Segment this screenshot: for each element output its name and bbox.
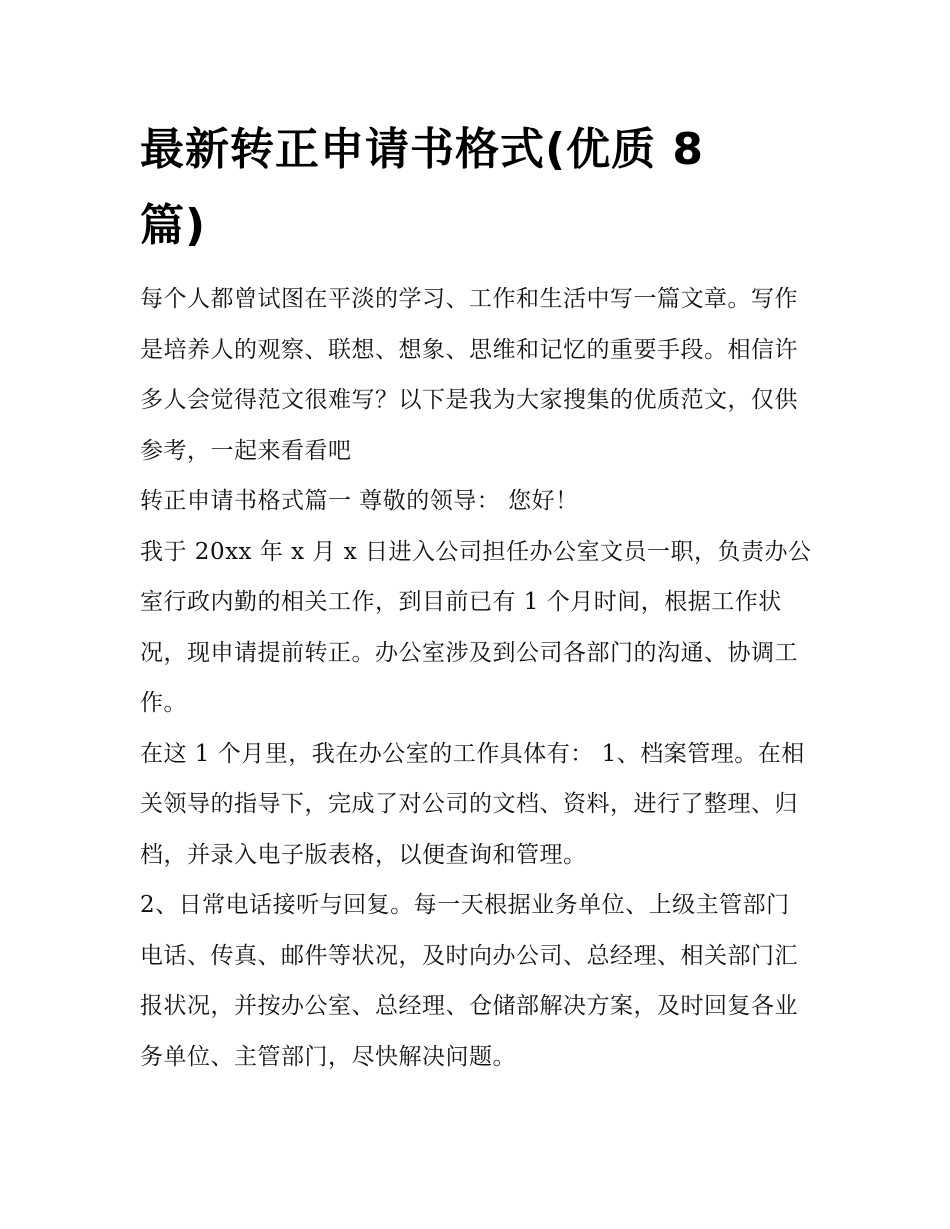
salutation-paragraph: 转正申请书格式篇一 尊敬的领导： 您好！ bbox=[140, 488, 579, 514]
body-paragraph: 在这 1 个月里，我在办公室的工作具体有： 1、档案管理。在相关领导的指导下，完成了对公司的文档、资料，进行了整理、归档，并录入电子版表格，以便查询和管理。 bbox=[140, 740, 805, 868]
document-body bbox=[140, 274, 812, 1082]
document-content bbox=[140, 112, 812, 1082]
body-paragraph: 2、日常电话接听与回复。每一天根据业务单位、上级主管部门电话、传真、邮件等状况，及时向办公司、总经理、相关部门汇报状况，并按办公室、总经理、仓储部解决方案，及时回复各业务单位、主管部门，尽快解决问题。 bbox=[140, 892, 798, 1070]
body-paragraph: 我于 20xx 年 x 月 x 日进入公司担任办公室文员一职，负责办公室行政内勤的相关工作，到目前已有 1 个月时间，根据工作状况，现申请提前转正。办公室涉及到公司各部门的沟通、协调工作。 bbox=[140, 538, 812, 716]
intro-paragraph: 每个人都曾试图在平淡的学习、工作和生活中写一篇文章。写作是培养人的观察、联想、想象、思维和记忆的重要手段。相信许多人会觉得范文很难写？以下是我为大家搜集的优质范文，仅供参考，一起来看看吧 bbox=[140, 286, 798, 464]
document-title: 最新转正申请书格式(优质 8 篇) bbox=[140, 124, 705, 251]
